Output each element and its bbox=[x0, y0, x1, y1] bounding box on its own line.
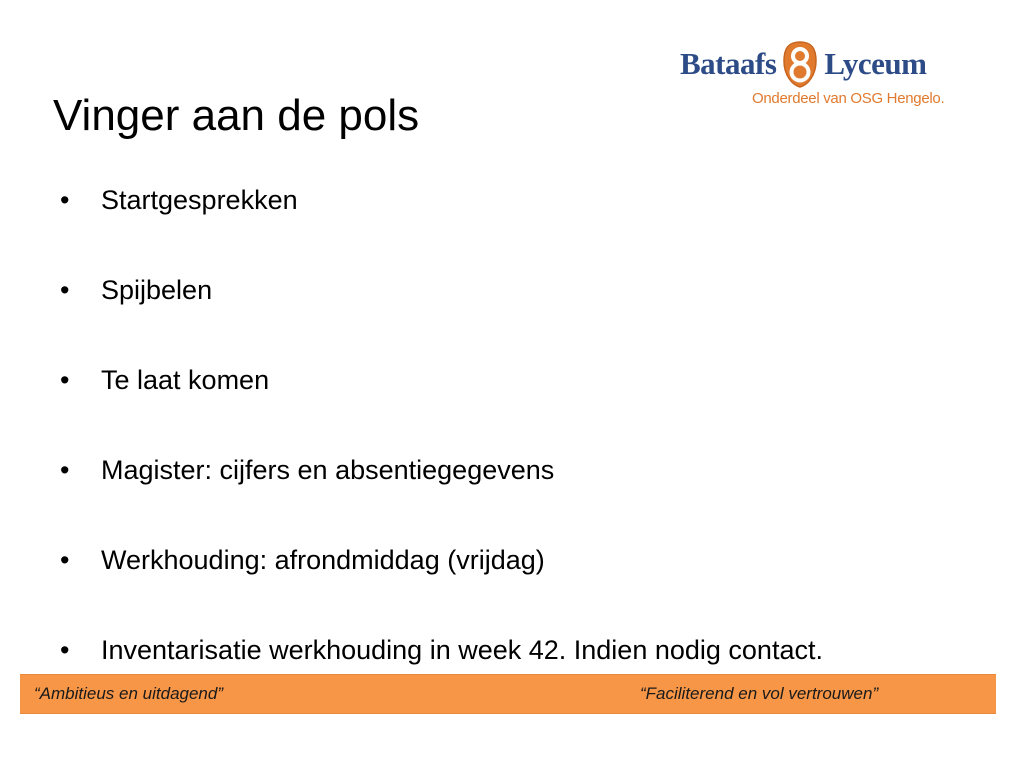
bullet-text: Inventarisatie werkhouding in week 42. Indien nodig contact. bbox=[101, 635, 823, 665]
footer-motto-right: “Faciliterend en vol vertrouwen” bbox=[640, 684, 879, 703]
bullet-text: Te laat komen bbox=[101, 365, 270, 395]
bullet-dot-icon: • bbox=[60, 275, 70, 305]
school-emblem-icon bbox=[780, 39, 820, 89]
school-logo bbox=[680, 36, 945, 116]
bullet-text: Werkhouding: afrondmiddag (vrijdag) bbox=[101, 545, 545, 575]
logo-word-right: Lyceum bbox=[824, 46, 927, 81]
bullet-text: Startgesprekken bbox=[101, 185, 298, 215]
logo-wordmark bbox=[680, 36, 926, 92]
bullet-text: Spijbelen bbox=[101, 275, 213, 305]
footer-bar bbox=[20, 674, 996, 714]
bullet-dot-icon: • bbox=[60, 635, 70, 665]
bullet-dot-icon: • bbox=[60, 365, 70, 395]
footer-motto-left: “Ambitieus en uitdagend” bbox=[34, 684, 224, 703]
logo-subtitle: Onderdeel van OSG Hengelo. bbox=[752, 90, 945, 107]
bullet-dot-icon: • bbox=[60, 185, 70, 215]
bullet-text: Magister: cijfers en absentiegegevens bbox=[101, 455, 555, 485]
bullet-dot-icon: • bbox=[60, 545, 70, 575]
logo-word-left: Bataafs bbox=[680, 46, 777, 81]
bullet-dot-icon: • bbox=[60, 455, 70, 485]
slide-title: Vinger aan de pols bbox=[53, 91, 420, 140]
